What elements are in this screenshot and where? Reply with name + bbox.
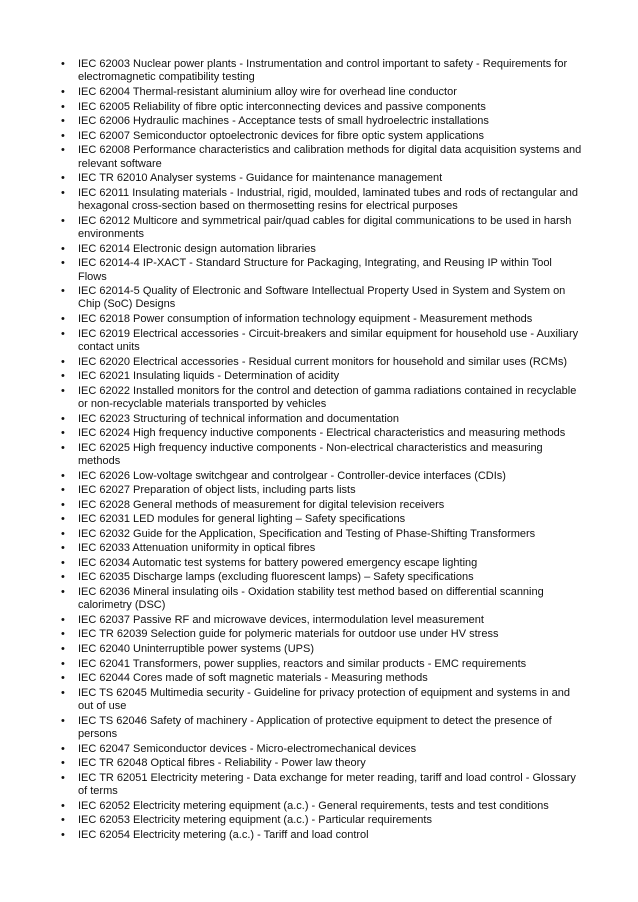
list-item <box>61 442 583 469</box>
list-item-text: IEC 62011 Insulating materials - Industrial, rigid, moulded, laminated tubes and rods of rectangular and hexagonal cross-section based on thermosetting resins for electrical purposes <box>78 186 578 213</box>
bullet-icon: • <box>61 58 65 70</box>
list-item <box>61 672 583 685</box>
list-item <box>61 243 583 256</box>
bullet-icon: • <box>61 384 65 397</box>
bullet-icon: • <box>61 172 65 185</box>
bullet-icon: • <box>61 285 65 298</box>
list-item <box>61 385 583 412</box>
list-item <box>61 470 583 483</box>
list-item <box>61 499 583 512</box>
list-item <box>61 484 583 497</box>
bullet-icon: • <box>61 441 65 454</box>
list-item-text: IEC TS 62046 Safety of machinery - Application of protective equipment to detect the presence of persons <box>78 714 552 741</box>
list-item-text: IEC 62004 Thermal-resistant aluminium alloy wire for overhead line conductor <box>78 85 457 98</box>
bullet-icon: • <box>61 85 65 98</box>
list-item-text: IEC 62003 Nuclear power plants - Instrumentation and control important to safety - Requirements for electromagnetic compatibility testing <box>78 58 568 84</box>
list-item-text: IEC 62022 Installed monitors for the control and detection of gamma radiations contained in recyclable or non-recyclable materials transported by vehicles <box>78 384 577 410</box>
list-item-text: IEC 62053 Electricity metering equipment (a.c.) - Particular requirements <box>78 814 432 827</box>
list-item-text: IEC 62014 Electronic design automation libraries <box>78 242 316 255</box>
bullet-icon: • <box>61 742 65 755</box>
list-item <box>61 743 583 756</box>
list-item <box>61 115 583 128</box>
bullet-icon: • <box>61 242 65 255</box>
list-item <box>61 356 583 369</box>
list-item-text: IEC TR 62051 Electricity metering - Data exchange for meter reading, tariff and load control - Glossary of terms <box>78 771 576 798</box>
list-item-text: IEC 62044 Cores made of soft magnetic materials - Measuring methods <box>78 672 428 685</box>
list-item-text: IEC 62054 Electricity metering (a.c.) - Tariff and load control <box>78 828 369 841</box>
bullet-icon: • <box>61 613 65 626</box>
list-item <box>61 58 583 85</box>
bullet-icon: • <box>61 714 65 727</box>
bullet-icon: • <box>61 469 65 482</box>
list-item <box>61 542 583 555</box>
list-item-text: IEC 62025 High frequency inductive components - Non-electrical characteristics and measuring methods <box>78 441 543 468</box>
bullet-icon: • <box>61 257 65 270</box>
list-item <box>61 427 583 440</box>
list-item <box>61 614 583 627</box>
bullet-icon: • <box>61 571 65 584</box>
list-item <box>61 513 583 526</box>
list-item-text: IEC 62014-5 Quality of Electronic and Software Intellectual Property Used in System and System on Chip (SoC) Designs <box>78 285 566 311</box>
bullet-icon: • <box>61 672 65 685</box>
bullet-icon: • <box>61 556 65 569</box>
bullet-icon: • <box>61 129 65 142</box>
standards-list <box>61 58 583 843</box>
list-item-text: IEC 62014-4 IP-XACT - Standard Structure for Packaging, Integrating, and Reusing IP within Tool Flows <box>78 257 552 283</box>
list-item-text: IEC 62028 General methods of measurement for digital television receivers <box>78 498 445 511</box>
bullet-icon: • <box>61 757 65 770</box>
list-item <box>61 172 583 185</box>
list-item-text: IEC 62005 Reliability of fibre optic interconnecting devices and passive components <box>78 100 486 113</box>
list-item <box>61 557 583 570</box>
list-item <box>61 687 583 714</box>
bullet-icon: • <box>61 144 65 157</box>
bullet-icon: • <box>61 628 65 641</box>
list-item-text: IEC 62020 Electrical accessories - Residual current monitors for household and similar uses (RCMs) <box>78 355 568 368</box>
list-item-text: IEC 62007 Semiconductor optoelectronic devices for fibre optic system applications <box>78 129 484 142</box>
list-item <box>61 757 583 770</box>
list-item <box>61 586 583 613</box>
list-item <box>61 370 583 383</box>
list-item-text: IEC 62006 Hydraulic machines - Acceptance tests of small hydroelectric installations <box>78 115 489 128</box>
list-item <box>61 187 583 214</box>
list-item <box>61 285 583 312</box>
bullet-icon: • <box>61 186 65 199</box>
list-item-text: IEC 62008 Performance characteristics and calibration methods for digital data acquisition systems and relevant software <box>78 144 582 170</box>
list-item-text: IEC 62021 Insulating liquids - Determination of acidity <box>78 370 340 383</box>
list-item <box>61 528 583 541</box>
bullet-icon: • <box>61 484 65 497</box>
bullet-icon: • <box>61 513 65 526</box>
list-item-text: IEC 62026 Low-voltage switchgear and controlgear - Controller-device interfaces (CDIs) <box>78 469 506 482</box>
list-item <box>61 800 583 813</box>
list-item-text: IEC 62033 Attenuation uniformity in optical fibres <box>78 542 316 555</box>
list-item-text: IEC 62034 Automatic test systems for battery powered emergency escape lighting <box>78 556 478 569</box>
list-item-text: IEC 62052 Electricity metering equipment (a.c.) - General requirements, tests and test conditions <box>78 799 549 812</box>
bullet-icon: • <box>61 527 65 540</box>
bullet-icon: • <box>61 686 65 699</box>
list-item <box>61 313 583 326</box>
bullet-icon: • <box>61 370 65 383</box>
list-item-text: IEC 62037 Passive RF and microwave devices, intermodulation level measurement <box>78 613 484 626</box>
list-item-text: IEC 62041 Transformers, power supplies, reactors and similar products - EMC requirements <box>78 657 527 670</box>
list-item <box>61 144 583 171</box>
list-item <box>61 130 583 143</box>
list-item <box>61 413 583 426</box>
list-item <box>61 715 583 742</box>
bullet-icon: • <box>61 327 65 340</box>
bullet-icon: • <box>61 214 65 227</box>
bullet-icon: • <box>61 828 65 841</box>
list-item-text: IEC 62027 Preparation of object lists, including parts lists <box>78 484 356 497</box>
list-item <box>61 628 583 641</box>
bullet-icon: • <box>61 427 65 440</box>
bullet-icon: • <box>61 814 65 827</box>
list-item <box>61 86 583 99</box>
bullet-icon: • <box>61 412 65 425</box>
list-item-text: IEC 62035 Discharge lamps (excluding fluorescent lamps) – Safety specifications <box>78 571 474 584</box>
bullet-icon: • <box>61 542 65 555</box>
list-item-text: IEC TS 62045 Multimedia security - Guideline for privacy protection of equipment and systems in and out of use <box>78 686 570 713</box>
list-item-text: IEC TR 62039 Selection guide for polymeric materials for outdoor use under HV stress <box>78 628 499 641</box>
list-item <box>61 571 583 584</box>
list-item <box>61 215 583 242</box>
list-item <box>61 328 583 355</box>
bullet-icon: • <box>61 498 65 511</box>
bullet-icon: • <box>61 643 65 656</box>
bullet-icon: • <box>61 799 65 812</box>
bullet-icon: • <box>61 355 65 368</box>
list-item-text: IEC 62018 Power consumption of information technology equipment - Measurement methods <box>78 313 533 325</box>
list-item-text: IEC 62032 Guide for the Application, Specification and Testing of Phase-Shifting Transformers <box>78 527 536 540</box>
list-item <box>61 101 583 114</box>
list-item <box>61 772 583 799</box>
bullet-icon: • <box>61 771 65 784</box>
list-item <box>61 658 583 671</box>
list-item <box>61 257 583 284</box>
list-item-text: IEC 62040 Uninterruptible power systems (UPS) <box>78 643 314 656</box>
list-item-text: IEC 62023 Structuring of technical information and documentation <box>78 412 400 425</box>
list-item-text: IEC 62024 High frequency inductive components - Electrical characteristics and measuring methods <box>78 427 566 440</box>
list-item-text: IEC TR 62010 Analyser systems - Guidance for maintenance management <box>78 172 443 185</box>
bullet-icon: • <box>61 585 65 598</box>
list-item <box>61 814 583 827</box>
list-item-text: IEC 62019 Electrical accessories - Circuit-breakers and similar equipment for household use - Auxiliary contact units <box>78 327 579 353</box>
list-item-text: IEC 62036 Mineral insulating oils - Oxidation stability test method based on differential scanning calorimetry (DSC) <box>78 585 544 612</box>
bullet-icon: • <box>61 657 65 670</box>
list-item <box>61 829 583 842</box>
list-item-text: IEC 62047 Semiconductor devices - Micro-electromechanical devices <box>78 742 417 755</box>
bullet-icon: • <box>61 313 65 325</box>
list-item-text: IEC 62012 Multicore and symmetrical pair/quad cables for digital communications to be used in harsh environments <box>78 214 572 240</box>
list-item <box>61 643 583 656</box>
list-item-text: IEC 62031 LED modules for general lighting – Safety specifications <box>78 513 406 526</box>
bullet-icon: • <box>61 115 65 128</box>
list-item-text: IEC TR 62048 Optical fibres - Reliability - Power law theory <box>78 757 366 770</box>
bullet-icon: • <box>61 100 65 113</box>
